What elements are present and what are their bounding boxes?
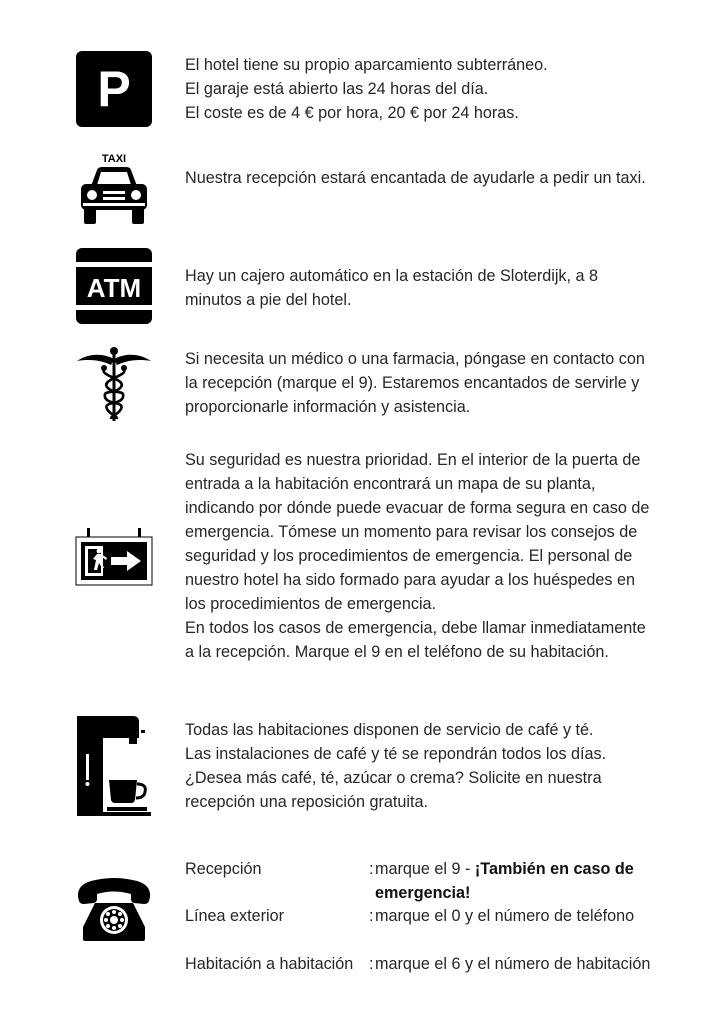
- phone-row-outside-line: Línea exterior : marque el 0 y el número de teléfono: [185, 904, 665, 952]
- parking-line-2: El garaje está abierto las 24 horas del día.: [185, 80, 489, 98]
- coffee-line-1: Todas las habitaciones disponen de servicio de café y té.: [185, 721, 594, 739]
- medical-info: Si necesita un médico o una farmacia, póngase en contacto con la recepción (marque el 9). Estaremos encantados de servirle y proporcionarle información y asistencia.: [185, 350, 645, 416]
- safety-info: [185, 448, 655, 664]
- phone-value-outside-line: marque el 0 y el número de teléfono: [375, 907, 635, 925]
- coffee-info: [185, 718, 655, 814]
- coffee-machine-icon: [75, 714, 153, 818]
- svg-text:P: P: [97, 61, 131, 117]
- phone-label-reception: Recepción: [185, 860, 262, 878]
- parking-line-1: El hotel tiene su propio aparcamiento subterráneo.: [185, 56, 548, 74]
- parking-info: [185, 53, 655, 125]
- phone-row-room-to-room: Habitación a habitación : marque el 6 y el número de habitación: [185, 952, 665, 1000]
- emergency-emphasis: ¡También en caso de emergencia!: [375, 860, 634, 902]
- parking-icon: [75, 50, 153, 128]
- coffee-line-3: ¿Desea más café, té, azúcar o crema? Solicite en nuestra recepción una reposición gratuita.: [185, 769, 602, 811]
- phone-value-reception: marque el 9 - ¡También en caso de emergencia!: [375, 860, 634, 902]
- taxi-info: Nuestra recepción estará encantada de ayudarle a pedir un taxi.: [185, 169, 646, 187]
- telephone-icon: [75, 877, 153, 943]
- emergency-exit-icon: [75, 526, 153, 588]
- taxi-icon: [75, 150, 153, 226]
- phone-label-room-to-room: Habitación a habitación: [185, 955, 354, 973]
- atm-icon: [75, 247, 153, 325]
- caduceus-icon: [75, 345, 153, 423]
- svg-text:ATM: ATM: [86, 273, 142, 303]
- phone-row-reception: Recepción : marque el 9 - ¡También en caso de emergencia!: [185, 857, 665, 905]
- atm-info: Hay un cajero automático en la estación de Sloterdijk, a 8 minutos a pie del hotel.: [185, 267, 599, 309]
- phone-label-outside-line: Línea exterior: [185, 907, 284, 925]
- svg-text:TAXI: TAXI: [101, 153, 127, 165]
- coffee-line-2: Las instalaciones de café y té se repondrán todos los días.: [185, 745, 607, 763]
- phone-value-room-to-room: marque el 6 y el número de habitación: [375, 955, 651, 973]
- safety-paragraph-emergency: En todos los casos de emergencia, debe llamar inmediatamente a la recepción. Marque el 9 en el teléfono de su habitación.: [185, 619, 646, 661]
- parking-line-3: El coste es de 4 € por hora, 20 € por 24 horas.: [185, 104, 519, 122]
- safety-paragraph: Su seguridad es nuestra prioridad. En el interior de la puerta de entrada a la habitación encontrará un mapa de su planta, indicando por dónde puede evacuar de forma segura en caso de emergencia. Tómese un momento para revisar los consejos de seguridad y los procedimientos de emergencia. El personal de nuestro hotel ha sido formado para ayudar a los huéspedes en los procedimientos de emergencia.: [185, 451, 650, 613]
